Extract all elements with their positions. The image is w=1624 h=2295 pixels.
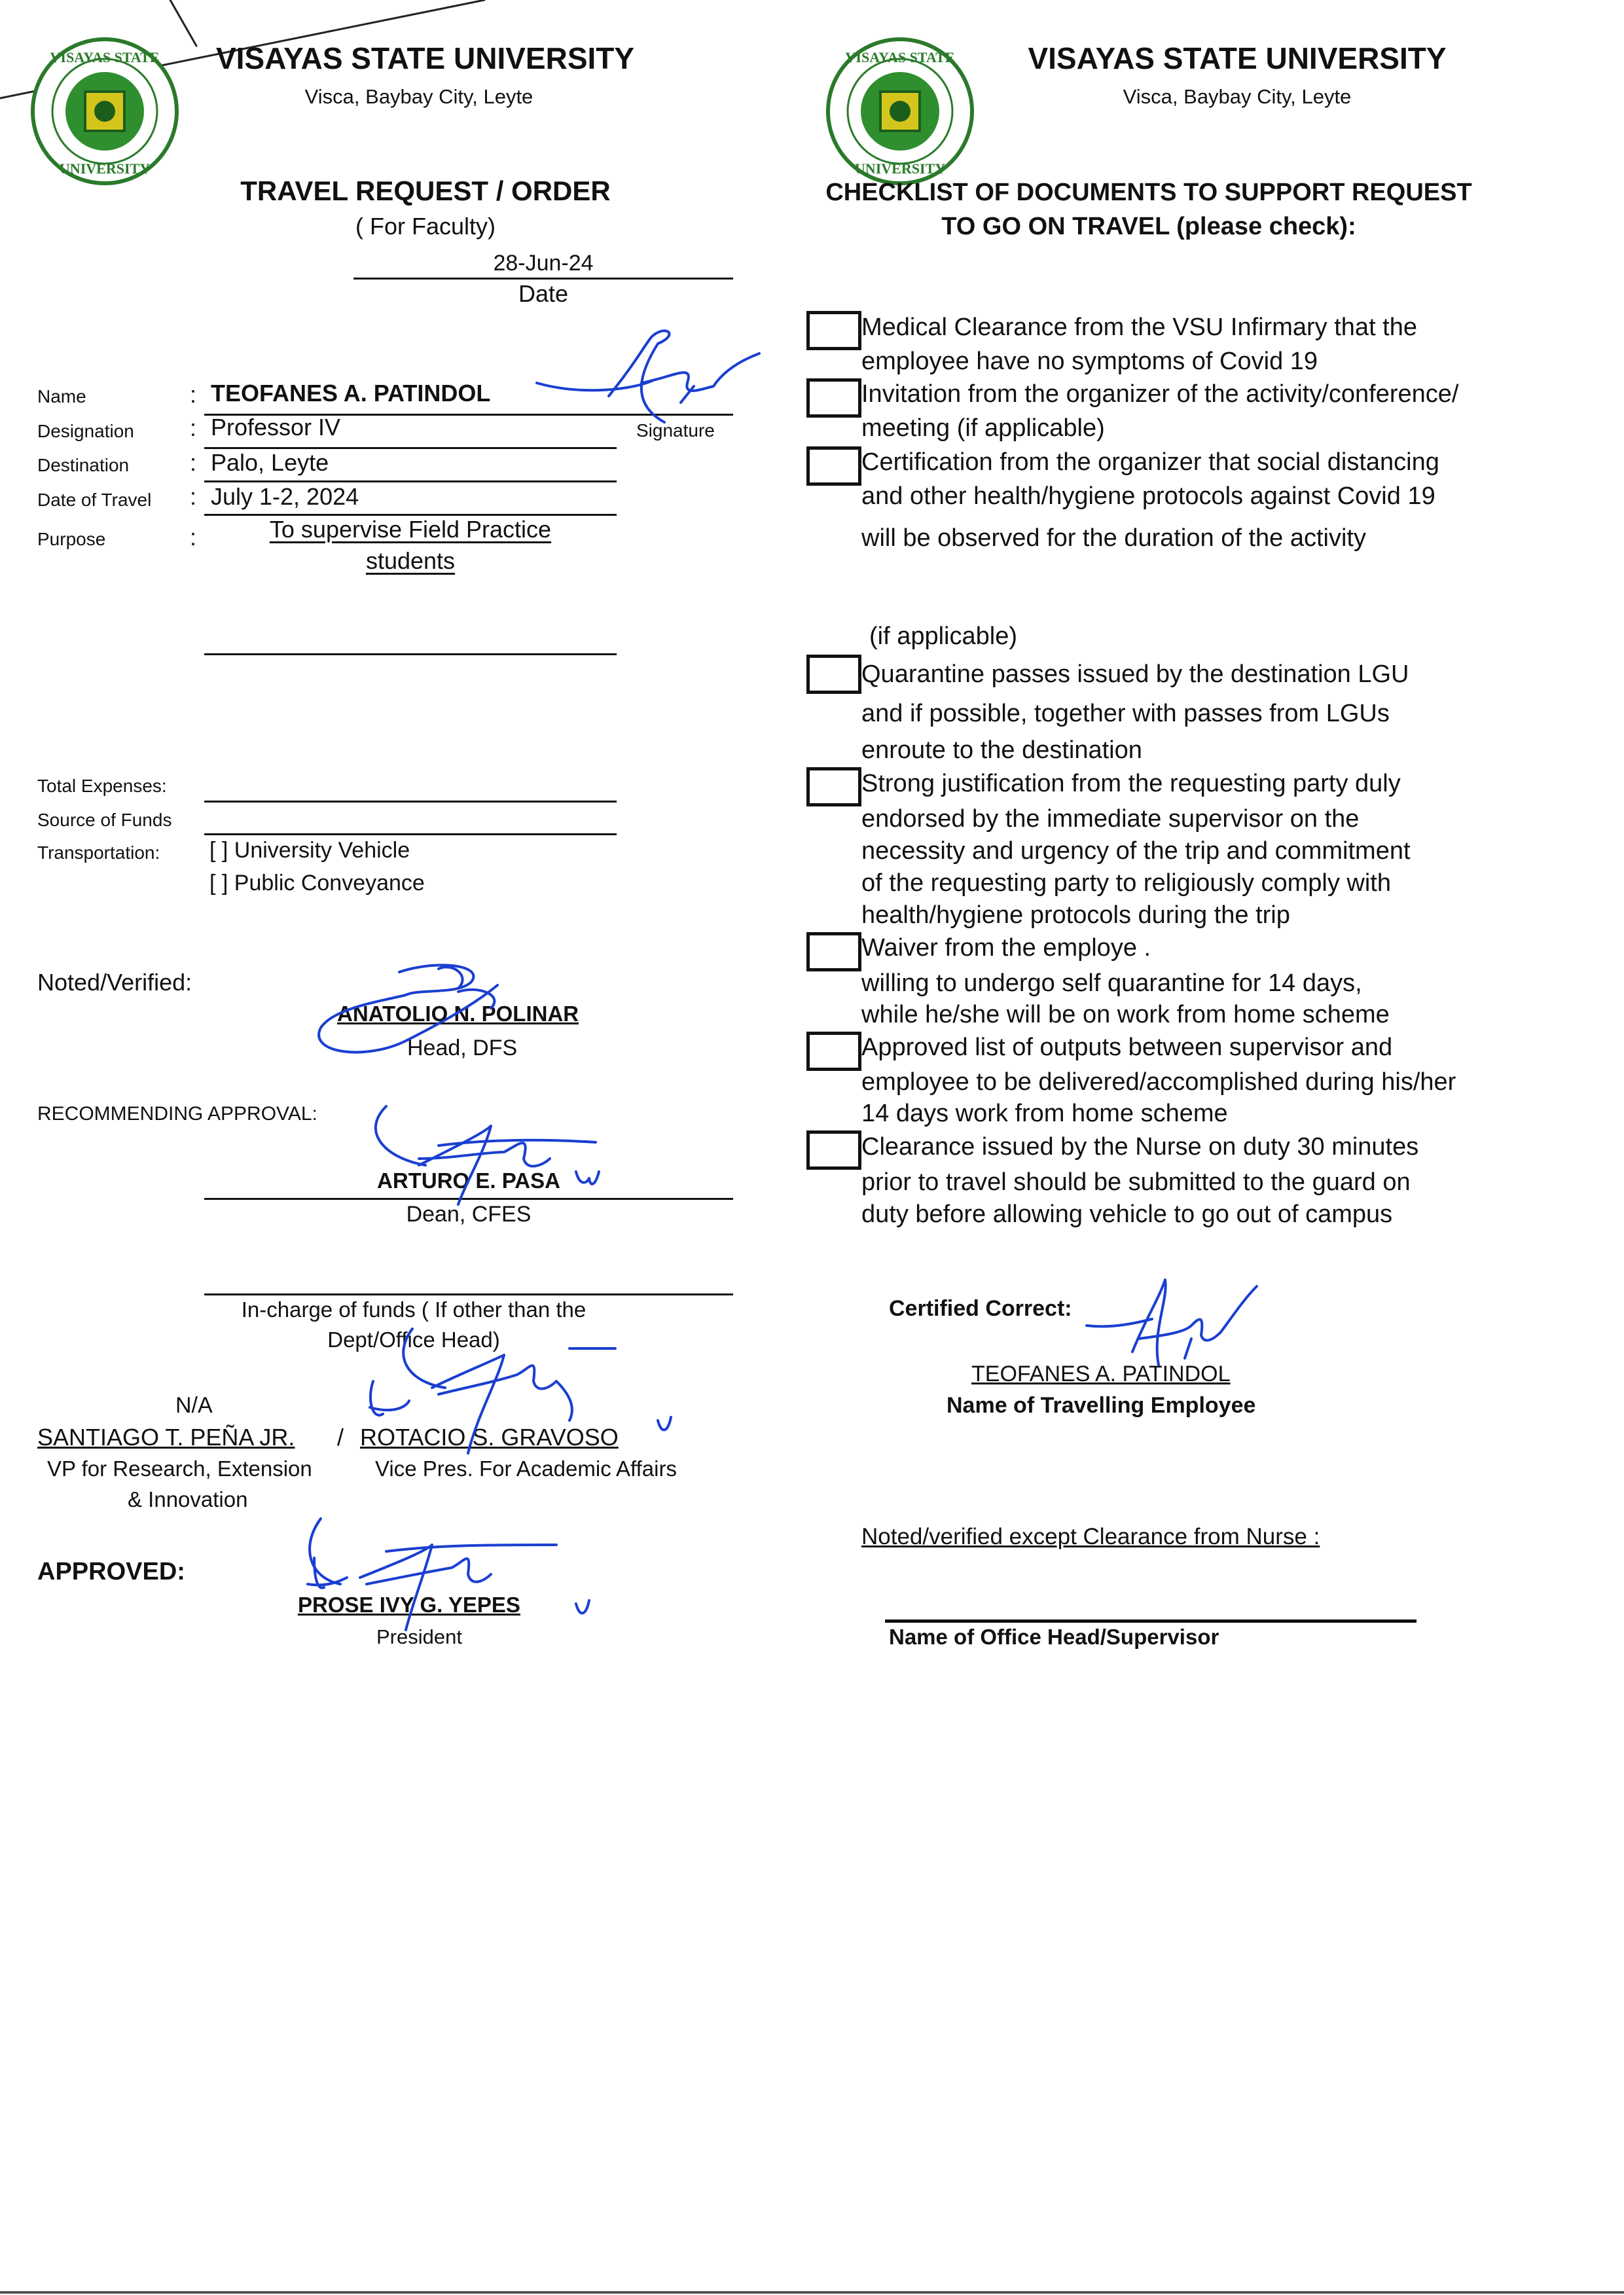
university-seal-logo [29,36,180,187]
checklist-item-2-line2: meeting (if applicable) [861,414,1105,442]
university-address: Visca, Baybay City, Leyte [304,85,533,108]
incharge-line [204,1293,733,1295]
checklist-item-7-line1: Approved list of outputs between supervisor and [861,1034,1393,1061]
office-head-line [885,1619,1416,1623]
checklist-item-1-line2: employee have no symptoms of Covid 19 [861,348,1318,375]
transport-option-public-conveyance[interactable]: [ ] Public Conveyance [209,871,425,895]
transportation-label: Transportation: [37,842,160,863]
president-signature [295,1506,596,1636]
seal-text-bottom-right: UNIVERSITY [854,160,946,177]
certified-employee-name: TEOFANES A. PATINDOL [971,1362,1231,1386]
noted-verified-label: Noted/Verified: [37,969,192,996]
checklist-item-3-line1: Certification from the organizer that social distancing [861,448,1439,476]
checklist-item-6-line3: while he/she will be on work from home scheme [861,1001,1390,1028]
seal-text-top-right: VISAYAS STATE [845,49,955,65]
approved-label: APPROVED: [37,1558,185,1585]
university-address-right: Visca, Baybay City, Leyte [1123,85,1352,108]
checklist-item-5-line2: endorsed by the immediate supervisor on the [861,805,1360,833]
checklist-item-4-line3: enroute to the destination [861,736,1142,764]
approved-title: President [376,1625,462,1648]
checklist-item-5-line4: of the requesting party to religiously comply with [861,869,1391,897]
na-text: N/A [175,1393,213,1418]
noted-except-nurse-text: Noted/verified except Clearance from Nurse : [861,1524,1320,1549]
checkbox-invitation[interactable] [806,378,861,418]
date-of-travel-label: Date of Travel [37,490,152,510]
checkbox-nurse-clearance[interactable] [806,1130,861,1170]
university-name-right: VISAYAS STATE UNIVERSITY [1028,41,1447,75]
vp-name-separator: / [337,1424,344,1451]
destination-value: Palo, Leyte [211,449,329,476]
noted-name: ANATOLIO N. POLINAR [337,1002,579,1026]
checklist-item-3-line2: and other health/hygiene protocols against Covid 19 [861,482,1435,510]
checklist-item-1-line1: Medical Clearance from the VSU Infirmary that the [861,314,1418,341]
source-of-funds-line [204,833,617,835]
date-label: Date [518,280,569,307]
purpose-extra-line [204,653,617,655]
seal-text-bottom: UNIVERSITY [59,160,151,177]
noted-title: Head, DFS [407,1036,518,1060]
if-applicable-note: (if applicable) [869,623,1017,650]
date-line [353,278,733,280]
seal-text-top: VISAYAS STATE [50,49,160,65]
recommending-name: ARTURO E. PASA [377,1168,560,1193]
checkbox-approved-outputs[interactable] [806,1032,861,1071]
checkbox-medical-clearance[interactable] [806,311,861,350]
checklist-item-5-line5: health/hygiene protocols during the trip [861,901,1290,929]
destination-line [204,480,617,482]
total-expenses-label: Total Expenses: [37,776,167,796]
signature-label: Signature [636,420,715,441]
vp-research-name: SANTIAGO T. PEÑA JR. [37,1424,295,1451]
name-label: Name [37,386,86,407]
vp-research-title-line2: & Innovation [128,1487,248,1511]
vp-academic-signature [353,1309,681,1466]
checkbox-certification[interactable] [806,446,861,486]
purpose-line1: To supervise Field Practice [269,516,552,543]
scan-edge-line [0,2291,1624,2294]
incharge-text-line2: Dept/Office Head) [327,1328,500,1352]
checklist-item-8-line2: prior to travel should be submitted to the guard on [861,1168,1411,1196]
form-subtitle: ( For Faculty) [355,213,496,240]
incharge-text-line1: In-charge of funds ( If other than the [241,1297,586,1322]
purpose-colon: : [190,524,197,551]
checkbox-quarantine-passes[interactable] [806,655,861,694]
vp-research-title-line1: VP for Research, Extension [47,1456,312,1481]
designation-value: Professor IV [211,414,341,441]
office-head-label: Name of Office Head/Supervisor [889,1625,1219,1649]
date-value: 28-Jun-24 [493,251,594,276]
source-of-funds-label: Source of Funds [37,810,172,830]
vp-academic-title: Vice Pres. For Academic Affairs [375,1456,677,1481]
name-colon: : [190,381,197,408]
university-name: VISAYAS STATE UNIVERSITY [216,41,635,75]
destination-label: Destination [37,455,130,475]
designation-colon: : [190,414,197,441]
vp-academic-name: ROTACIO S. GRAVOSO [360,1424,619,1451]
date-of-travel-colon: : [190,483,197,510]
purpose-line2: students [365,547,456,574]
certified-signature [1074,1273,1270,1391]
transport-option-university-vehicle[interactable]: [ ] University Vehicle [209,838,410,863]
purpose-label: Purpose [37,529,106,549]
name-value: TEOFANES A. PATINDOL [211,380,491,407]
recommending-title: Dean, CFES [406,1202,532,1227]
noted-signature [308,956,517,1067]
checklist-item-4-line2: and if possible, together with passes from LGUs [861,700,1390,727]
checklist-item-6-line2: willing to undergo self quarantine for 14 days, [861,969,1362,997]
checklist-item-7-line3: 14 days work from home scheme [861,1100,1228,1127]
university-seal-logo-right [825,36,975,187]
checkbox-waiver[interactable] [806,932,861,971]
checklist-item-7-line2: employee to be delivered/accomplished during his/her [861,1068,1456,1096]
checklist-item-5-line3: necessity and urgency of the trip and commitment [861,837,1411,865]
checklist-item-6-line1: Waiver from the employe . [861,934,1151,962]
checklist-title-line1: CHECKLIST OF DOCUMENTS TO SUPPORT REQUEST [825,179,1472,206]
checklist-item-2-line1: Invitation from the organizer of the activity/conference/ [861,380,1459,408]
checkbox-strong-justification[interactable] [806,767,861,806]
approved-name: PROSE IVY G. YEPES [298,1593,520,1617]
checklist-item-8-line3: duty before allowing vehicle to go out of campus [861,1201,1393,1228]
checklist-item-3-line3: will be observed for the duration of the activity [861,524,1366,552]
recommending-signature [360,1093,609,1224]
recommending-approval-label: RECOMMENDING APPROVAL: [37,1103,317,1125]
certified-employee-title: Name of Travelling Employee [947,1393,1256,1418]
checklist-item-8-line1: Clearance issued by the Nurse on duty 30 minutes [861,1133,1419,1161]
date-of-travel-value: July 1-2, 2024 [211,483,359,510]
checklist-item-4-line1: Quarantine passes issued by the destination LGU [861,660,1409,688]
total-expenses-line [204,801,617,803]
certified-correct-label: Certified Correct: [889,1296,1072,1321]
employee-signature [524,324,772,435]
form-title: TRAVEL REQUEST / ORDER [240,175,611,206]
checklist-title-line2: TO GO ON TRAVEL (please check): [941,213,1356,240]
destination-colon: : [190,449,197,476]
checklist-item-5-line1: Strong justification from the requesting party duly [861,770,1401,797]
designation-label: Designation [37,421,134,441]
